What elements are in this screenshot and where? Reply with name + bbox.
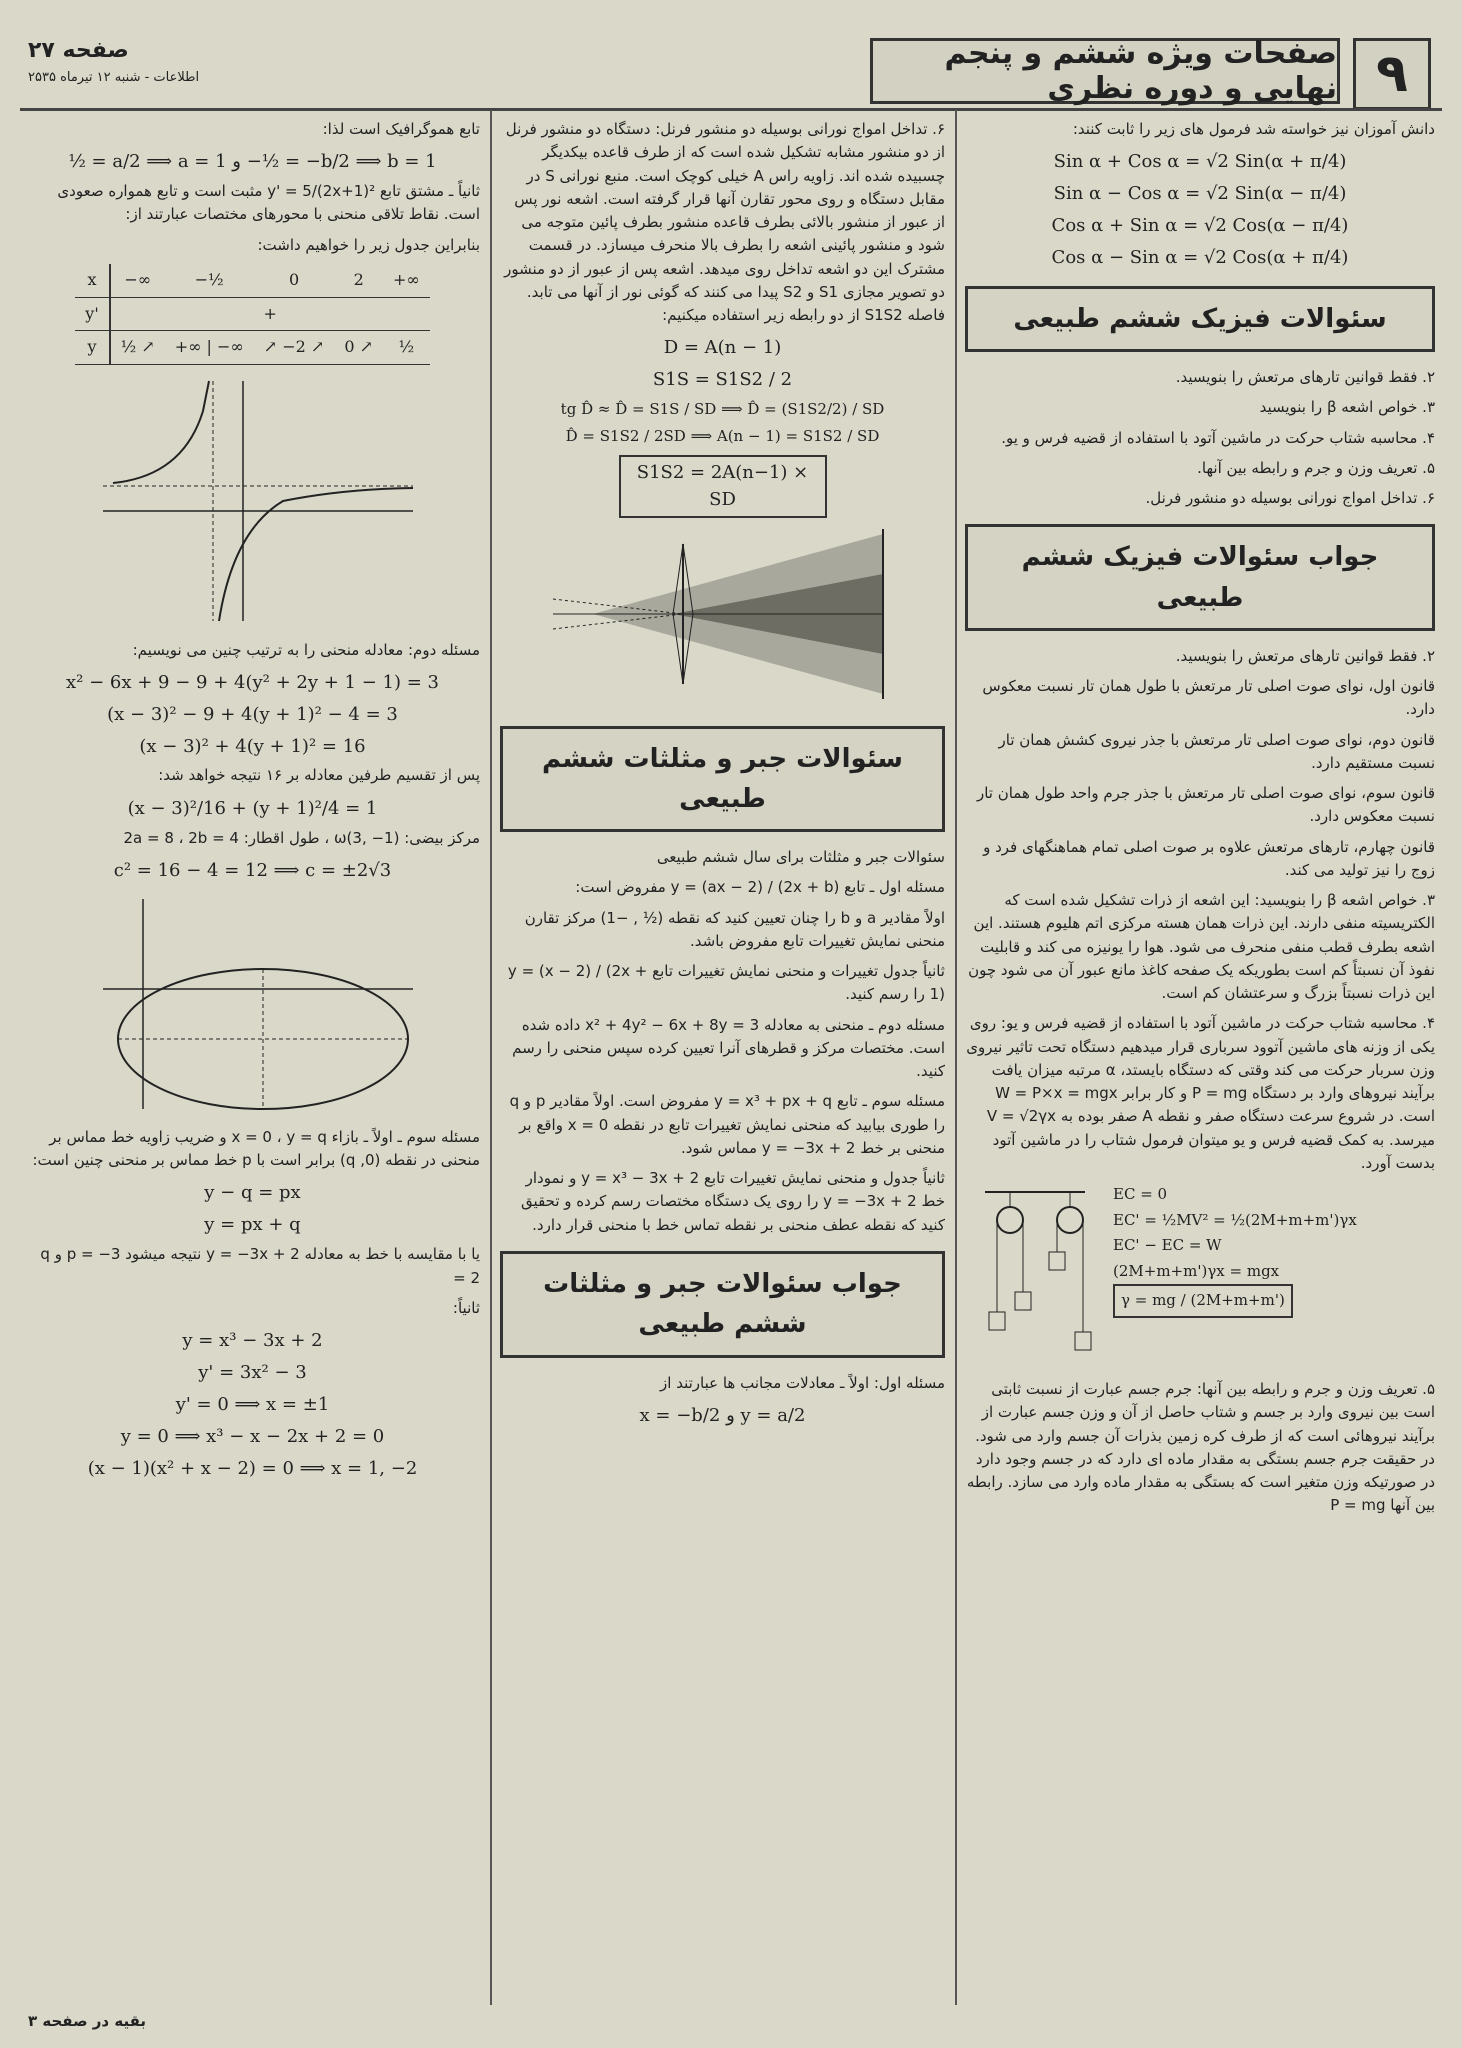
- answer-item: قانون سوم، نوای صوت اصلی تار مرتعش با جذر جرم واحد طول همان تار نسبت معکوس دارد.: [976, 784, 1435, 826]
- left-text: مسئله دوم: معادله منحنی را به ترتیب چنین می نویسیم:: [132, 640, 480, 659]
- algebra-text: سئوالات جبر و مثلثات برای سال ششم طبیعی: [656, 848, 945, 867]
- fresnel-text: ۶. تداخل امواج نورانی بوسیله دو منشور فرنل: دستگاه دو منشور فرنل از دو منشور مشابه تشکیل شده است که از طرف قاعده بیکدیگر چسبیده شده اند. زاویه راس A خیلی کوچک است. منبع نورانی S در مقابل دستگاه و روی محور تقارن آنها قرار گرفته است. اشعه نور پس از عبور از منشور بالائی بطرف قاعده منشور بطرف پائین متوجه می شود و منشور پائینی اشعه را بطرف بالا منحرف میسازد. در قسمت مشترک این دو اشعه تداخل روی میدهد. اشعه پس از عبور از دو منشور دو تصویر مجازی S1 و S2 پیدا می کنند که گوئی نور از آنها می تابد. فاصله S1S2 از دو رابطه زیر استفاده میکنیم:: [504, 120, 945, 324]
- left-formula: y' = 0 ⟹ x = ±1: [175, 1393, 330, 1415]
- atwood-machine-diagram: [965, 1182, 1105, 1372]
- table-cell: y': [75, 297, 109, 331]
- table-cell: −½: [165, 264, 254, 297]
- left-formula: y − q = px: [204, 1182, 301, 1204]
- algebra-text: ثانیاً جدول و منحنی نمایش تغییرات تابع y = x³ − 3x + 2 و نمودار خط y = −3x + 2 را روی یک دستگاه مختصات رسم کرده و تحقیق کنید که نقطه عطف منحنی بر نقطه تماس خط با منحنی قرار دارد.: [521, 1169, 945, 1234]
- hyperbola-graph: [83, 371, 423, 631]
- answer-item: ۵. تعریف وزن و جرم و رابطه بین آنها: جرم جسم عبارت از نسبت ثابتی است بین نیروی وارد بر جسم و شتاب حاصل از آن و وزن جسم عبارت از برآیند نیروهائی است که از طرف کره زمین بذرات آن جسم وارد می شود. در حقیقت جرم جسم بستگی به مقدار ماده ای دارد که در جسم وجود دارد در صورتیکه وزن متغیر است که بستگی به مقدار ماده وارد می سازد. رابطه بین آنها P = mg: [966, 1380, 1435, 1515]
- table-cell: ½ ↗: [110, 331, 165, 365]
- page-badge: ۹: [1353, 38, 1431, 110]
- question-item: ۲. فقط قوانین تارهای مرتعش را بنویسید.: [1175, 368, 1435, 387]
- section-banner: صفحات ویژه ششم و پنجم نهایی و دوره نظری: [870, 38, 1340, 104]
- left-formula: y = 0 ⟹ x³ − x − 2x + 2 = 0: [120, 1425, 385, 1447]
- fresnel-diagram-wrap: [500, 524, 945, 711]
- answer-item: قانون دوم، نوای صوت اصلی تار مرتعش با جذر نیروی کشش همان تار نسبت مستقیم دارد.: [998, 730, 1435, 772]
- trig-formula: Cos α − Sin α = √2 Cos(α + π/4): [1051, 246, 1349, 268]
- left-text: ثانیاً:: [452, 1298, 480, 1317]
- fresnel-formula: S1S = S1S2 / 2: [652, 369, 793, 391]
- table-cell: +: [110, 297, 430, 331]
- fresnel-formula: D = A(n − 1): [663, 337, 782, 359]
- question-item: ۶. تداخل امواج نورانی بوسیله دو منشور فرنل.: [1145, 489, 1435, 508]
- asymptote-formula: x = −b/2 و y = a/2: [639, 1404, 806, 1426]
- fresnel-biprism-diagram: [533, 524, 913, 704]
- physics-answers-title: جواب سئوالات فیزیک ششم طبیعی: [965, 524, 1435, 631]
- left-column: [25, 118, 480, 1998]
- left-formula: (x − 3)² − 9 + 4(y + 1)² − 4 = 3: [107, 703, 398, 725]
- table-cell: 2: [334, 264, 383, 297]
- middle-column: [500, 118, 945, 1998]
- algebra-text: مسئله اول ـ تابع y = (ax − 2) / (2x + b) مفروض است:: [575, 878, 945, 897]
- algebra-questions-title: سئوالات جبر و مثلثات ششم طبیعی: [500, 726, 945, 833]
- left-formula: x² − 6x + 9 − 9 + 4(y² + 2y + 1 − 1) = 3: [66, 671, 439, 693]
- atwood-formulas: [1113, 1182, 1357, 1318]
- left-formula: c² = 16 − 4 = 12 ⟹ c = ±2√3: [113, 859, 392, 881]
- ellipse-graph-wrap: [25, 889, 480, 1126]
- answer-intro: مسئله اول: اولاً ـ معادلات مجانب ها عبارتند از: [660, 1373, 945, 1392]
- table-cell: y: [75, 331, 109, 365]
- ec-formula: EC' = ½MV² = ½(2M+m+m')γx: [1113, 1210, 1357, 1229]
- header-rule: [20, 108, 1442, 111]
- left-text: پس از تقسیم طرفین معادله بر ۱۶ نتیجه خواهد شد:: [158, 766, 480, 785]
- algebra-text: ثانیاً جدول تغییرات و منحنی نمایش تغییرات تابع y = (x − 2) / (2x + 1) را رسم کنید.: [507, 962, 945, 1004]
- hyperbola-graph-wrap: [25, 371, 480, 638]
- question-item: ۵. تعریف وزن و جرم و رابطه بین آنها.: [1197, 458, 1435, 477]
- intro-text: دانش آموزان نیز خواسته شد فرمول های زیر را ثابت کنند:: [1072, 120, 1435, 138]
- answer-item: قانون اول، نوای صوت اصلی تار مرتعش با طول همان تار نسبت معکوس دارد.: [982, 677, 1435, 719]
- fresnel-formula: D̂ = S1S2 / 2SD ⟹ A(n − 1) = S1S2 / SD: [565, 427, 880, 446]
- ellipse-graph: [83, 889, 423, 1119]
- table-cell: +∞: [383, 264, 430, 297]
- algebra-text: اولاً مقادیر a و b را چنان تعیین کنید که نقطه (½ , −1) مرکز تقارن منحنی نمایش تغییرات تابع مفروض باشد.: [524, 908, 945, 950]
- trig-formula: Cos α + Sin α = √2 Cos(α − π/4): [1051, 215, 1349, 237]
- table-cell: 0 ↗: [334, 331, 383, 365]
- right-column: [965, 118, 1435, 1998]
- table-cell: 0: [254, 264, 335, 297]
- left-text: تابع هموگرافیک است لذا:: [322, 120, 480, 138]
- variation-table: [75, 264, 429, 365]
- table-cell: ½: [383, 331, 430, 365]
- column-divider: [490, 110, 492, 2005]
- left-text: یا با مقایسه با خط به معادله y = −3x + 2 نتیجه میشود p = −3 و q = 2: [40, 1245, 480, 1287]
- boxed-formula: S1S2 = 2A(n−1) × SD: [619, 455, 827, 519]
- algebra-text: مسئله دوم ـ منحنی به معادله x² + 4y² − 6x + 8y = 3 داده شده است. مختصات مرکز و قطرهای آنرا تعیین کرده سپس منحنی را رسم کنید.: [512, 1015, 945, 1081]
- algebra-answers-title: جواب سئوالات جبر و مثلثات ششم طبیعی: [500, 1251, 945, 1358]
- left-formula: (x − 3)²/16 + (y + 1)²/4 = 1: [127, 797, 378, 819]
- date-line: اطلاعات - شنبه ۱۲ تیرماه ۲۵۳۵: [28, 70, 200, 85]
- left-formula: y' = 3x² − 3: [198, 1361, 307, 1383]
- table-cell: +∞ | −∞: [165, 331, 254, 365]
- answer-item: ۳. خواص اشعه β را بنویسید: این اشعه از ذرات تشکیل شده است که الکتریسیته منفی دارند. این ذرات همان هسته مرکزی اتم هلیوم هستند. این اشعه بطرف قطب منفی منحرف می شود. هوا را یونیزه می کند و قابلیت نفوذ آن نسبتاً کم است بطوریکه یک صفحه کاغذ مانع عبور آن می شود چون این ذرات نسبتاً بزرگ و سرعتشان کم است.: [968, 891, 1435, 1003]
- table-cell: ↗ −2 ↗: [254, 331, 335, 365]
- page-number: صفحه ۲۷: [28, 38, 129, 63]
- atwood-section: [965, 1182, 1435, 1372]
- work-line: (2M+m+m')γx = mgx: [1113, 1261, 1280, 1280]
- column-divider: [955, 110, 957, 2005]
- left-text: ثانیاً ـ مشتق تابع y' = 5/(2x+1)² مثبت است و تابع همواره صعودی است. نقاط تلاقی منحنی با محورهای مختصات عبارتند از:: [57, 182, 480, 224]
- left-formula: (x − 3)² + 4(y + 1)² = 16: [139, 735, 366, 757]
- continued-note: بقیه در صفحه ۳: [28, 2012, 147, 2030]
- question-item: ۴. محاسبه شتاب حرکت در ماشین آتود با استفاده از قضیه فرس و یو.: [1001, 428, 1435, 447]
- trig-formula: Sin α + Cos α = √2 Sin(α + π/4): [1053, 151, 1347, 173]
- left-text: بنابراین جدول زیر را خواهیم داشت:: [257, 235, 480, 254]
- table-cell: x: [75, 264, 109, 297]
- left-text: مرکز بیضی: ω(3, −1) ، طول اقطار: 2a = 8 ، 2b = 4: [123, 828, 480, 847]
- left-formula: ½ = a/2 ⟹ a = 1 و −½ = −b/2 ⟹ b = 1: [68, 151, 437, 173]
- ec-zero: EC = 0: [1113, 1185, 1168, 1204]
- left-formula: (x − 1)(x² + x − 2) = 0 ⟹ x = 1, −2: [87, 1457, 418, 1479]
- fresnel-formula: tg D̂ ≈ D̂ = S1S / SD ⟹ D̂ = (S1S2/2) / SD: [560, 400, 885, 419]
- answer-item: ۴. محاسبه شتاب حرکت در ماشین آتود با استفاده از قضیه فرس و یو: روی یکی از وزنه های ماشین آتوود سرباری قرار میدهیم دستگاه تحت تاثیر نیروی وزن سربار حرکت می کند وقتی که دستگاه بایستد، α مرتبه میزان یافت برآیند نیروهای وارد بر دستگاه P = mg و کار برابر W = P×x = mgx است. در شروع سرعت دستگاه صفر و نقطه A صفر بوده به V = √2γx میرسد. به کمک قضیه فرس و یو میتوان فرمول شتاب را در ماشین آتود بدست آورد.: [966, 1014, 1435, 1172]
- answer-item: قانون چهارم، تارهای مرتعش علاوه بر صوت اصلی تمام هماهنگهای فرد و زوج را نیز تولید می کند.: [983, 837, 1435, 879]
- left-formula: y = px + q: [204, 1214, 301, 1236]
- answer-item: ۲. فقط قوانین تارهای مرتعش را بنویسید.: [1175, 646, 1435, 665]
- table-cell: −∞: [110, 264, 165, 297]
- question-item: ۳. خواص اشعه β را بنویسید: [1259, 398, 1435, 417]
- left-text: مسئله سوم ـ اولاً ـ بازاء x = 0 ، y = q و ضریب زاویه خط مماس بر منحنی در نقطه (0, q) برابر است با p خط مماس بر منحنی چنین است:: [32, 1127, 480, 1170]
- algebra-text: مسئله سوم ـ تابع y = x³ + px + q مفروض است. اولاً مقادیر p و q را طوری بیابید که منحنی نمایش تغییرات تابع در نقطه x = 0 واقع بر منحنی بر خط y = −3x + 2 مماس شود.: [509, 1092, 945, 1157]
- left-formula: y = x³ − 3x + 2: [182, 1330, 323, 1352]
- trig-formula: Sin α − Cos α = √2 Sin(α − π/4): [1053, 183, 1347, 205]
- work-equation: EC' − EC = W: [1113, 1236, 1222, 1255]
- atwood-result: γ = mg / (2M+m+m'): [1113, 1284, 1293, 1318]
- physics-questions-title: سئوالات فیزیک ششم طبیعی: [965, 286, 1435, 352]
